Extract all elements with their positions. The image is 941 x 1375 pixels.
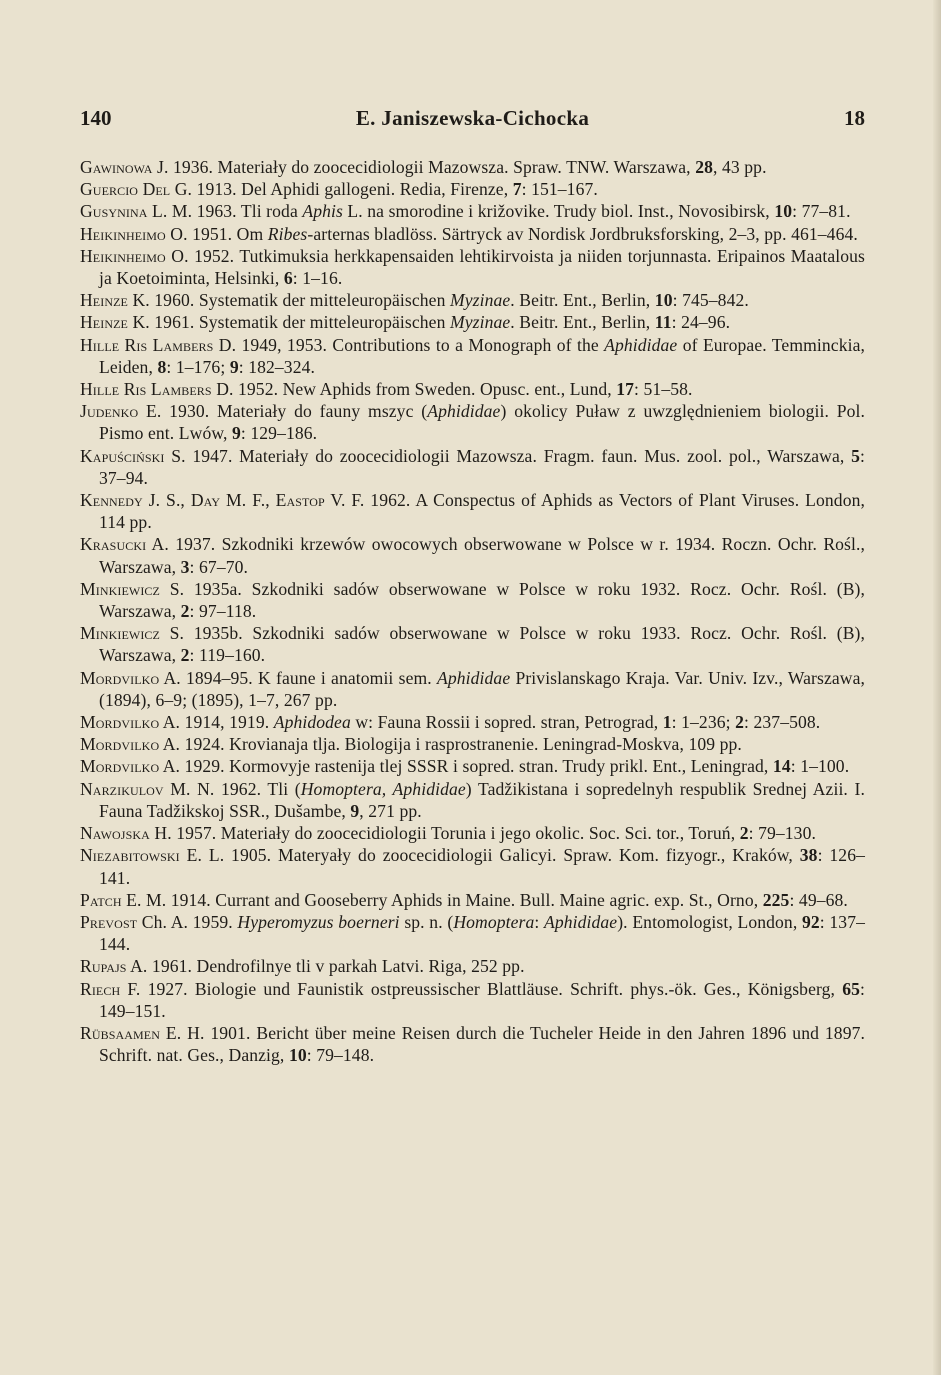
ref-text: : 237–508.: [744, 712, 821, 733]
ref-volume: 10: [774, 201, 793, 222]
ref-text: : 77–81.: [792, 201, 851, 222]
ref-text: A. 1924. Krovianaja tlja. Biologija i rasprostranenie. Leningrad-Moskva, 109 pp.: [159, 734, 742, 755]
volume-number: 18: [844, 106, 865, 130]
ref-author: Judenko: [80, 401, 139, 422]
ref-italic-taxon: Hyperomyzus boerneri: [237, 911, 400, 932]
ref-text: L. na smorodine i križovike. Trudy biol. Inst., Novosibirsk,: [342, 201, 775, 222]
ref-text: -arternas bladlöss. Särtryck av Nordisk Jordbruksforsking, 2–3, pp. 461–464.: [307, 223, 858, 244]
ref-author: Prevost: [80, 911, 138, 932]
reference-entry: [80, 489, 865, 533]
ref-author: Heikinheimo: [80, 245, 166, 266]
ref-text: H. 1957. Materiały do zoocecidiologii Torunia i jego okolic. Soc. Sci. tor., Toruń,: [149, 823, 740, 844]
reference-entry: [80, 445, 865, 489]
ref-author: Mordvilko: [80, 667, 160, 688]
reference-entry: [80, 622, 865, 666]
ref-text: E. M. 1914. Currant and Gooseberry Aphids in Maine. Bull. Maine agric. exp. St., Orno,: [121, 889, 763, 910]
ref-text: : 51–58.: [634, 379, 693, 400]
ref-text: of Europae. Temminckia, Leiden,: [99, 334, 865, 377]
ref-coauthor: Eastop: [275, 490, 325, 511]
ref-volume: 3: [180, 556, 190, 577]
ref-text: : 126–141.: [99, 845, 865, 888]
ref-text: , 43 pp.: [712, 157, 767, 177]
ref-author: Kapuściński: [80, 445, 165, 466]
reference-list: [80, 156, 865, 1066]
ref-volume: 38: [799, 845, 818, 866]
reference-entry: [80, 844, 865, 888]
ref-text: K. 1960. Systematik der mitteleuropäischen: [127, 290, 450, 311]
ref-author: Gawinowa: [80, 157, 153, 177]
ref-text: . Beitr. Ent., Berlin,: [510, 290, 655, 311]
ref-text: E. L. 1905. Materyały do zoocecidiologii Galicyi. Spraw. Kom. fizyogr., Kraków,: [179, 845, 800, 866]
ref-text: E. 1930. Materiały do fauny mszyc (: [138, 401, 428, 422]
ref-text: : 79–148.: [306, 1045, 375, 1066]
ref-italic-taxon: Ribes: [267, 223, 308, 244]
ref-volume: 11: [654, 312, 672, 333]
reference-entry: [80, 822, 865, 844]
ref-volume: 17: [616, 379, 635, 400]
ref-text: ). Entomologist, London,: [617, 911, 802, 932]
reference-entry: [80, 978, 865, 1022]
ref-author: Minkiewicz: [80, 578, 160, 599]
ref-volume: 2: [180, 645, 190, 666]
ref-text: S. 1935b. Szkodniki sadów obserwowane w Polsce w roku 1933. Rocz. Ochr. Rośl. (B), Warszawa,: [99, 623, 865, 666]
ref-author: Mordvilko: [80, 734, 160, 755]
reference-entry: [80, 311, 865, 333]
ref-coauthor: Day: [190, 490, 221, 511]
ref-text: : 97–118.: [189, 601, 257, 622]
ref-volume: 28: [695, 157, 713, 177]
ref-text: A. 1894–95. K faune i anatomii sem.: [159, 667, 438, 688]
ref-text: : 151–167.: [521, 179, 598, 200]
ref-volume: 2: [739, 823, 749, 844]
page-number: 140: [80, 106, 112, 130]
ref-author: Heinze: [80, 290, 128, 311]
ref-volume: 5: [851, 445, 860, 466]
ref-volume: 92: [801, 911, 820, 932]
ref-volume: 2: [735, 712, 745, 733]
ref-volume: 9: [350, 800, 360, 821]
ref-author: Guercio Del: [80, 179, 171, 200]
ref-author: Hille Ris Lambers: [80, 379, 212, 400]
reference-entry: [80, 178, 865, 200]
ref-author: Mordvilko: [80, 712, 160, 733]
ref-volume: 1: [662, 712, 672, 733]
ref-italic-taxon: Aphididae: [544, 911, 618, 932]
ref-italic-taxon: Myzinae: [449, 312, 511, 333]
ref-volume: 225: [762, 889, 790, 910]
ref-text: F. 1927. Biologie und Faunistik ostpreussischer Blattläuse. Schrift. phys.-ök. Ges., Königsberg,: [120, 978, 843, 999]
ref-text: : 24–96.: [671, 312, 731, 333]
ref-text: M. N. 1962. Tli (: [163, 778, 301, 799]
page-edge-shadow: [933, 0, 941, 1375]
ref-volume: 9: [232, 423, 241, 444]
ref-volume: 7: [512, 179, 522, 200]
ref-text: sp. n. (: [399, 911, 454, 932]
ref-text: D. 1952. New Aphids from Sweden. Opusc. ent., Lund,: [211, 379, 617, 400]
ref-text: A. 1961. Dendrofilnye tli v parkah Latvi. Riga, 252 pp.: [126, 956, 525, 977]
ref-text: Ch. A. 1959.: [137, 911, 238, 932]
running-header: [80, 106, 865, 136]
ref-text: E. H. 1901. Bericht über meine Reisen durch die Tucheler Heide in den Jahren 1896 und 1897. Schrift. nat. Ges., Danzig,: [99, 1022, 865, 1066]
ref-text: S. 1947. Materiały do zoocecidiologii Mazowsza. Fragm. faun. Mus. zool. pol., Warszawa,: [164, 445, 852, 466]
ref-author: Kennedy: [80, 490, 143, 511]
ref-text: , 271 pp.: [359, 800, 422, 821]
ref-volume: 14: [772, 756, 791, 777]
ref-author: Minkiewicz: [80, 623, 160, 644]
reference-entry: [80, 223, 865, 245]
ref-text: L. M. 1963. Tli roda: [147, 201, 303, 222]
reference-entry: [80, 755, 865, 777]
ref-volume: 8: [157, 356, 167, 377]
reference-entry: [80, 1022, 865, 1066]
ref-author: Heikinheimo: [80, 223, 166, 244]
reference-entry: [80, 156, 865, 178]
ref-volume: 65: [842, 978, 860, 999]
ref-author: Niezabitowski: [80, 845, 180, 866]
ref-text: D. 1949, 1953. Contributions to a Monograph of the: [213, 334, 605, 355]
ref-author: Mordvilko: [80, 756, 160, 777]
reference-entry: [80, 289, 865, 311]
ref-italic-taxon: Homoptera: [453, 911, 535, 932]
ref-text: : 149–151.: [99, 978, 865, 1021]
ref-volume: 10: [288, 1045, 307, 1066]
ref-text: : 182–324.: [238, 356, 315, 377]
ref-text: G. 1913. Del Aphidi gallogeni. Redia, Firenze,: [170, 179, 513, 200]
reference-entry: [80, 955, 865, 977]
reference-entry: [80, 889, 865, 911]
ref-text: A. 1937. Szkodniki krzewów owocowych obserwowane w Polsce w r. 1934. Roczn. Ochr. Rośl., Warszawa,: [99, 534, 865, 577]
ref-author: Rupajs: [80, 956, 127, 977]
ref-text: : 1–176;: [166, 356, 230, 377]
ref-text: : 1–16.: [292, 268, 343, 289]
ref-text: : 119–160.: [189, 645, 266, 666]
ref-author: Nawojska: [80, 823, 150, 844]
ref-author: Riech: [80, 978, 121, 999]
ref-text: K. 1961. Systematik der mitteleuropäischen: [127, 312, 450, 333]
running-author: E. Janiszewska-Cichocka: [355, 106, 590, 130]
ref-author: Heinze: [80, 312, 128, 333]
ref-text: : 37–94.: [99, 445, 865, 488]
ref-author: Patch: [80, 889, 122, 910]
ref-italic-taxon: Aphis: [302, 201, 343, 222]
ref-text: : 67–70.: [189, 556, 249, 577]
ref-text: M. F.,: [220, 490, 276, 511]
ref-text: J. S.,: [142, 490, 191, 511]
reference-entry: [80, 245, 865, 289]
reference-entry: [80, 378, 865, 400]
reference-entry: [80, 711, 865, 733]
reference-entry: [80, 578, 865, 622]
ref-italic-taxon: Myzinae: [449, 290, 511, 311]
ref-author: Hille Ris Lambers: [80, 334, 214, 355]
ref-volume: 2: [180, 601, 190, 622]
ref-text: :: [534, 911, 544, 932]
ref-text: O. 1952. Tutkimuksia herkkapensaiden lehtikirvoista ja niiden torjunnasta. Eripainos Maatalous ja Koetoiminta, Helsinki,: [99, 245, 865, 289]
ref-text: : 137–144.: [99, 911, 865, 955]
ref-text: A. 1929. Kormovyje rastenija tlej SSSR i sopred. stran. Trudy prikl. Ent., Leningrad,: [159, 756, 773, 777]
reference-entry: [80, 911, 865, 955]
ref-author: Krasucki: [80, 534, 147, 555]
reference-entry: [80, 667, 865, 711]
ref-author: Rübsaamen: [80, 1022, 160, 1043]
ref-text: : 745–842.: [672, 290, 749, 311]
ref-text: A. 1914, 1919.: [159, 712, 274, 733]
ref-text: : 129–186.: [240, 423, 318, 444]
reference-entry: [80, 533, 865, 577]
reference-entry: [80, 200, 865, 222]
reference-entry: [80, 733, 865, 755]
ref-volume: 6: [283, 268, 293, 289]
ref-italic-taxon: Homoptera, Aphididae: [300, 778, 466, 799]
ref-text: V. F. 1962. A Conspectus of Aphids as Vectors of Plant Viruses. London, 114 pp.: [99, 490, 865, 533]
ref-text: : 49–68.: [789, 889, 848, 910]
ref-text: O. 1951. Om: [165, 223, 268, 244]
ref-text: Privislanskago Kraja. Var. Univ. Izv., Warszawa, (1894), 6–9; (1895), 1–7, 267 pp.: [99, 667, 865, 710]
ref-text: w: Fauna Rossii i sopred. stran, Petrograd,: [350, 712, 663, 733]
ref-text: ) okolicy Puław z uwzględnieniem biologii. Pol. Pismo ent. Lwów,: [99, 401, 866, 444]
ref-italic-taxon: Aphididae: [427, 401, 501, 422]
ref-italic-taxon: Aphididae: [604, 334, 678, 355]
reference-entry: [80, 778, 865, 822]
ref-text: : 1–236;: [671, 712, 736, 733]
ref-text: . Beitr. Ent., Berlin,: [510, 312, 655, 333]
ref-text: J. 1936. Materiały do zoocecidiologii Mazowsza. Spraw. TNW. Warszawa,: [152, 157, 696, 177]
ref-volume: 10: [654, 290, 673, 311]
ref-volume: 9: [229, 356, 239, 377]
ref-text: : 79–130.: [748, 823, 816, 844]
ref-text: : 1–100.: [790, 756, 850, 777]
ref-text: ) Tadžikistana i sopredelnyh respublik Srednej Azii. I. Fauna Tadžikskoj SSR., Dušambe,: [99, 778, 865, 821]
ref-author: Narzikulov: [80, 778, 164, 799]
reference-entry: [80, 400, 865, 444]
ref-author: Gusynina: [80, 201, 148, 222]
ref-italic-taxon: Aphidodea: [273, 712, 351, 733]
ref-text: S. 1935a. Szkodniki sadów obserwowane w Polsce w roku 1932. Rocz. Ochr. Rośl. (B), Warszawa,: [99, 578, 865, 622]
reference-entry: [80, 334, 865, 378]
ref-italic-taxon: Aphididae: [437, 667, 511, 688]
